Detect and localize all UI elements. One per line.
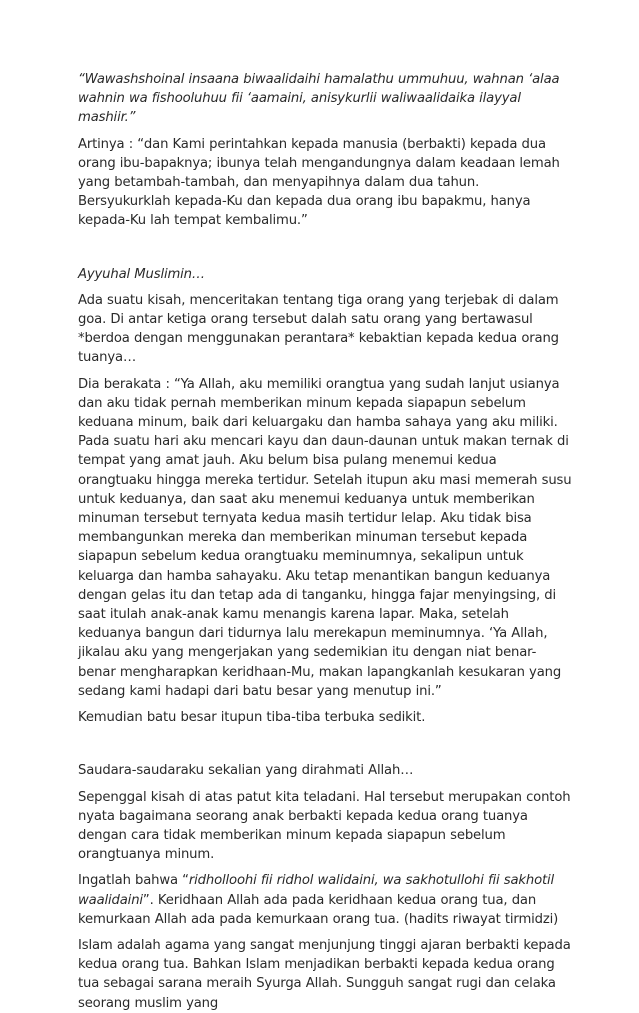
- reminder-prefix: Ingatlah bahwa “: [78, 873, 189, 889]
- lesson-paragraph: Sepenggal kisah di atas patut kita teladani. Hal tersebut merupakan contoh nyata bagaimana seorang anak berbakti kepada kedua orang tuanya dengan cara tidak memberikan minum kepada siapapun sebelum orangtuanya minum.: [78, 789, 571, 863]
- outcome-paragraph: Kemudian batu besar itupun tiba-tiba terbuka sedikit.: [78, 710, 426, 726]
- hadith-quote: ridholloohi fii ridhol walidaini, wa sakhotullohi fii sakhotil waalidaini: [78, 873, 555, 908]
- prayer-paragraph: Dia berakata : “Ya Allah, aku memiliki orangtua yang sudah lanjut usianya dan aku tidak pernah memberikan minum kepada siapapun sebelum keduana minum, baik dari keluargaku dan hamba sahaya yang aku miliki. Pada suatu hari aku mencari kayu dan daun-daunan untuk makan ternak di tempat yang amat jauh. Aku belum bisa pulang menemui kedua orangtuaku hingga mereka tertidur. Setelah itupun aku masi memerah susu untuk keduanya, dan saat aku menemui keduanya untuk memberikan minuman tersebut ternyata kedua masih tertidur lelap. Aku tidak bisa membangunkan mereka dan memberikan minuman tersebut kepada siapapun sebelum kedua orangtuaku meminumnya, sekalipun untuk keluarga dan hamba sahayaku. Aku tetap menantikan bangun keduanya dengan gelas itu dan tetap ada di tanganku, hingga fajar menyingsing, di saat itulah anak-anak kamu menangis karena lapar. Maka, setelah keduanya bangun dari tidurnya lalu merekapun meminumnya. ‘Ya Allah, jikalau aku yang mengerjakan yang sedemikian itu dengan niat benar-benar mengharapkan keridhaan-Mu, makan lapangkanlah kesukaran yang sedang kami hadapi dari batu besar yang menutup ini.”: [78, 376, 572, 699]
- quote-translation: Artinya : “dan Kami perintahkan kepada manusia (berbakti) kepada dua orang ibu-bapaknya; ibunya telah mengandungnya dalam keadaan lemah yang betambah-tambah, dan menyapihnya dalam dua tahun. Bersyukurklah kepada-Ku dan kepada dua orang ibu bapakmu, hanya kepada-Ku lah tempat kembalimu.”: [78, 136, 560, 229]
- greeting-saudara: Saudara-saudaraku sekalian yang dirahmati Allah…: [78, 763, 414, 779]
- closing-paragraph: Islam adalah agama yang sangat menjunjung tinggi ajaran berbakti kepada kedua orang tua. Bahkan Islam menjadikan berbakti kepada kedua orang tua sebagai sarana meraih Syurga Allah. Sungguh sangat rugi dan celaka seorang muslim yang: [78, 937, 571, 1011]
- hadith-reminder-paragraph: [78, 871, 573, 929]
- reminder-suffix: ”. Keridhaan Allah ada pada keridhaan kedua orang tua, dan kemurkaan Allah ada pada kemurkaan orang tua. (hadits riwayat tirmidzi): [78, 892, 559, 927]
- arabic-quote-transliteration: “Wawashshoinal insaana biwaalidaihi hamalathu ummuhuu, wahnan ‘alaa wahnin wa fishooluhuu fii ‘aamaini, anisykurlii waliwaalidaika ilayyal mashiir.”: [78, 72, 560, 126]
- story-intro-paragraph: Ada suatu kisah, menceritakan tentang tiga orang yang terjebak di dalam goa. Di antar ketiga orang tersebut dalah satu orang yang bertawasul *berdoa dengan menggunakan perantara* kebaktian kepada kedua orang tuanya…: [78, 292, 559, 366]
- greeting-muslimin: Ayyuhal Muslimin…: [78, 266, 205, 282]
